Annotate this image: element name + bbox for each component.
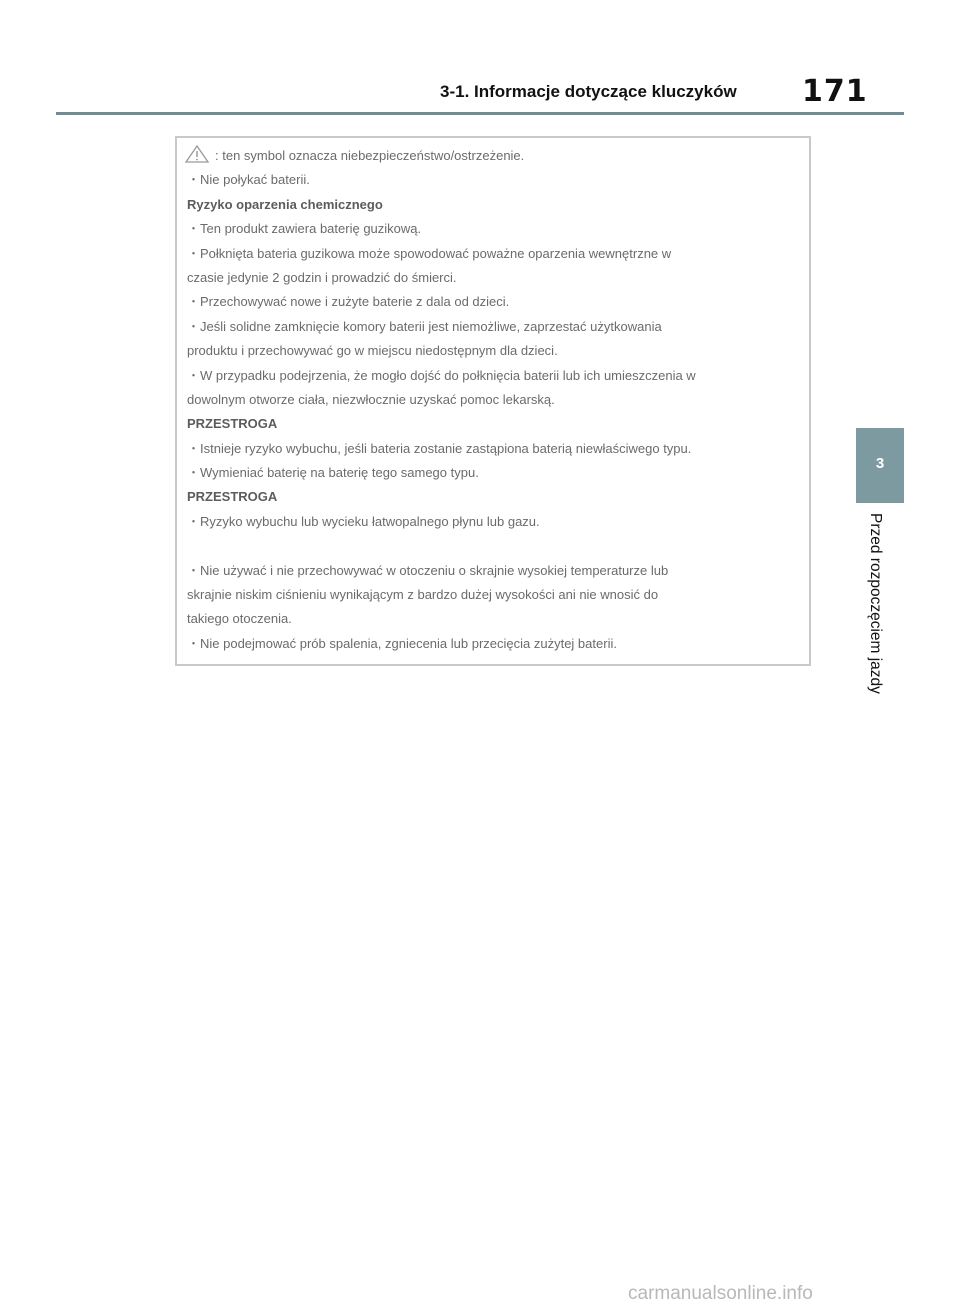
warning-text-line: ・Jeśli solidne zamknięcie komory baterii jest niemożliwe, zaprzestać użytkowania [187, 318, 662, 334]
watermark: carmanualsonline.info [628, 1283, 813, 1304]
warning-text-line: ・Przechowywać nowe i zużyte baterie z dala od dzieci. [187, 294, 510, 310]
symbol-note-line [187, 144, 801, 168]
warning-text-line: ・Nie podejmować prób spalenia, zgniecenia lub przecięcia zużytej baterii. [187, 635, 617, 651]
warning-content [187, 144, 801, 656]
chapter-number: 3 [875, 455, 885, 472]
battery-warning-box [175, 136, 811, 666]
blank-line [187, 534, 801, 558]
warning-text-line: ・W przypadku podejrzenia, że mogło dojść do połknięcia baterii lub ich umieszczenia w [187, 367, 696, 383]
warning-text-line: dowolnym otworze ciała, niezwłocznie uzyskać pomoc lekarską. [187, 391, 555, 407]
warning-text-line: produktu i przechowywać go w miejscu niedostępnym dla dzieci. [187, 343, 558, 359]
warning-triangle-icon [185, 145, 209, 163]
header-divider [56, 112, 904, 115]
warning-text-line: ・Nie połykać baterii. [187, 172, 310, 188]
section-title: 3-1. Informacje dotyczące kluczyków [440, 82, 737, 101]
warning-heading: PRZESTROGA [187, 489, 278, 505]
warning-text-line: czasie jedynie 2 godzin i prowadzić do śmierci. [187, 269, 457, 285]
warning-text-line: ・Istnieje ryzyko wybuchu, jeśli bateria zostanie zastąpiona baterią niewłaściwego typu. [187, 440, 692, 456]
chapter-label: Przed rozpoczęciem jazdy [867, 513, 884, 694]
warning-text-line: ・Ryzyko wybuchu lub wycieku łatwopalnego płynu lub gazu. [187, 513, 540, 529]
warning-heading: PRZESTROGA [187, 416, 278, 432]
page-number: 171 [802, 74, 868, 109]
warning-text-line: skrajnie niskim ciśnieniu wynikającym z bardzo dużej wysokości ani nie wnosić do [187, 587, 659, 603]
chapter-tab [856, 428, 904, 503]
warning-text-line: ・Wymieniać baterię na baterię tego samego typu. [187, 465, 479, 481]
symbol-note-text: : ten symbol oznacza niebezpieczeństwo/ostrzeżenie. [215, 148, 525, 163]
warning-heading: Ryzyko oparzenia chemicznego [187, 196, 383, 212]
warning-text-line: takiego otoczenia. [187, 611, 292, 627]
warning-text-line: ・Ten produkt zawiera baterię guzikową. [187, 221, 422, 237]
warning-text-line: ・Połknięta bateria guzikowa może spowodować poważne oparzenia wewnętrzne w [187, 245, 672, 261]
warning-text-line: ・Nie używać i nie przechowywać w otoczeniu o skrajnie wysokiej temperaturze lub [187, 562, 669, 578]
